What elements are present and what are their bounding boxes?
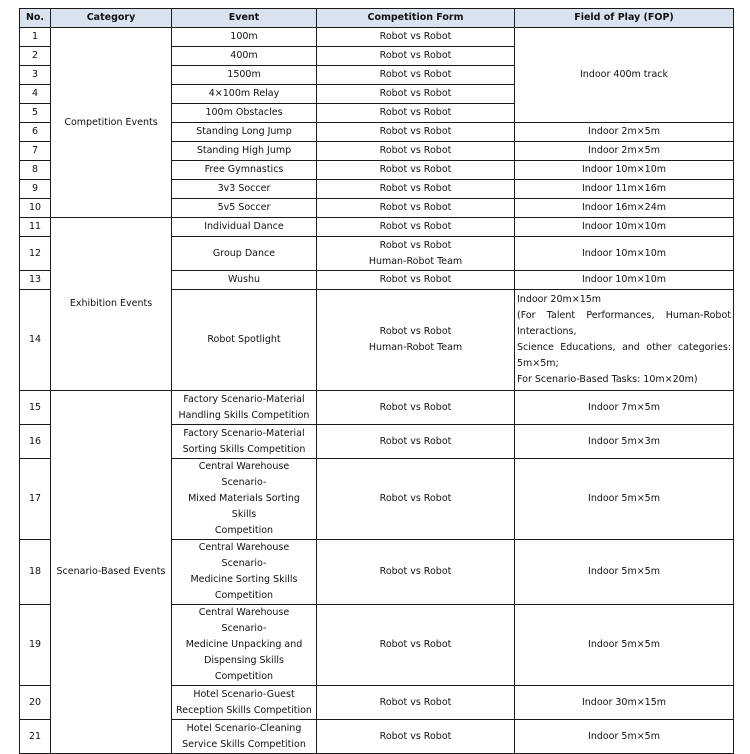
competition-form-cell: [317, 161, 515, 180]
cell-line: Indoor 5m×5m: [588, 639, 660, 650]
row-number: 15: [20, 391, 51, 425]
competition-form-cell: [317, 391, 515, 425]
cell-line: Robot vs Robot: [379, 88, 452, 99]
cell-line: Robot vs Robot: [379, 493, 452, 504]
cell-line: Mixed Materials Sorting Skills: [188, 493, 300, 520]
event-cell: [172, 199, 317, 218]
event-cell: [172, 47, 317, 66]
competition-form-cell: [317, 271, 515, 290]
table-row: [20, 28, 734, 47]
row-number: 13: [20, 271, 51, 290]
cell-line: Wushu: [227, 274, 261, 285]
cell-line: Handling Skills Competition: [178, 409, 310, 421]
competition-form-cell: [317, 218, 515, 237]
cell-line: Service Skills Competition: [182, 738, 306, 750]
row-number: 5: [20, 104, 51, 123]
event-cell: [172, 161, 317, 180]
event-cell: [172, 290, 317, 391]
cell-line: Robot vs Robot: [379, 274, 452, 285]
event-cell: [172, 605, 317, 686]
cell-line: Robot vs Robot: [379, 107, 452, 118]
table-row: [20, 391, 734, 425]
field-of-play-cell: [515, 605, 734, 686]
competition-form-cell: [317, 605, 515, 686]
cell-line: Competition: [214, 590, 274, 601]
cell-line: Central Warehouse Scenario-: [198, 542, 290, 569]
event-cell: [172, 142, 317, 161]
row-number: 2: [20, 47, 51, 66]
cell-line: Indoor 5m×5m: [588, 566, 660, 577]
competition-form-cell: [317, 199, 515, 218]
cell-line: Robot vs Robot: [379, 326, 452, 337]
event-cell: [172, 720, 317, 754]
cell-line: Robot vs Robot: [379, 69, 452, 80]
cell-line: Medicine Unpacking and: [185, 639, 303, 650]
row-number: 9: [20, 180, 51, 199]
cell-line: Standing Long Jump: [196, 126, 292, 137]
competition-form-cell: [317, 123, 515, 142]
category-cell: Exhibition Events: [51, 218, 172, 391]
cell-line: Indoor 5m×5m: [588, 493, 660, 504]
cell-line: Central Warehouse Scenario-: [198, 607, 290, 634]
competition-form-cell: [317, 237, 515, 271]
field-of-play-cell: [515, 199, 734, 218]
table-row: [20, 218, 734, 237]
field-of-play-cell: [515, 686, 734, 720]
cell-line: Robot vs Robot: [379, 239, 452, 251]
cell-line: Sorting Skills Competition: [182, 443, 306, 455]
cell-line: Robot vs Robot: [379, 221, 452, 232]
field-of-play-cell: [515, 123, 734, 142]
row-number: 18: [20, 540, 51, 605]
cell-line: Robot vs Robot: [379, 435, 452, 447]
row-number: 8: [20, 161, 51, 180]
event-cell: [172, 237, 317, 271]
cell-line: Indoor 16m×24m: [581, 202, 667, 213]
row-number: 16: [20, 425, 51, 459]
competition-form-cell: [317, 720, 515, 754]
cell-line: Robot vs Robot: [379, 566, 452, 577]
cell-line: 400m: [230, 50, 258, 61]
field-of-play-cell: [515, 720, 734, 754]
field-of-play-cell: [515, 391, 734, 425]
cell-line: Individual Dance: [204, 221, 284, 232]
cell-line: Robot vs Robot: [379, 50, 452, 61]
cell-line: Factory Scenario-Material: [183, 393, 305, 405]
competition-form-cell: [317, 459, 515, 540]
cell-line: Free Gymnastics: [204, 164, 284, 175]
row-number: 19: [20, 605, 51, 686]
row-number: 20: [20, 686, 51, 720]
table-body: [20, 28, 734, 754]
category-cell: Scenario-Based Events: [51, 391, 172, 754]
field-of-play-cell: [515, 28, 734, 123]
event-cell: [172, 28, 317, 47]
event-cell: [172, 271, 317, 290]
event-cell: [172, 85, 317, 104]
cell-line: 5v5 Soccer: [217, 202, 271, 213]
header-field-of-play: Field of Play (FOP): [515, 9, 734, 28]
field-of-play-cell: [515, 290, 734, 391]
row-number: 7: [20, 142, 51, 161]
cell-line: Standing High Jump: [196, 145, 292, 156]
cell-line: Indoor 10m×10m: [581, 164, 667, 175]
category-cell: Competition Events: [51, 28, 172, 218]
header-event: Event: [172, 9, 317, 28]
header-row: [20, 9, 734, 28]
cell-line: Robot vs Robot: [379, 696, 452, 708]
cell-line: Indoor 7m×5m: [588, 401, 660, 413]
events-table: [19, 8, 734, 754]
cell-line: Robot vs Robot: [379, 145, 452, 156]
row-number: 17: [20, 459, 51, 540]
competition-form-cell: [317, 28, 515, 47]
header-no: No.: [20, 9, 51, 28]
cell-line: Indoor 30m×15m: [581, 696, 667, 708]
cell-line: Reception Skills Competition: [176, 704, 312, 716]
competition-form-cell: [317, 47, 515, 66]
cell-line: Indoor 10m×10m: [581, 221, 667, 232]
cell-line: 100m: [230, 31, 258, 42]
cell-line: Factory Scenario-Material: [183, 427, 305, 439]
row-number: 1: [20, 28, 51, 47]
cell-line: Indoor 10m×10m: [581, 247, 667, 259]
cell-line: Human-Robot Team: [368, 342, 463, 353]
cell-line: Hotel Scenario-Cleaning: [186, 722, 302, 734]
header-competition-form: Competition Form: [317, 9, 515, 28]
row-number: 21: [20, 720, 51, 754]
cell-line: Robot vs Robot: [379, 401, 452, 413]
row-number: 3: [20, 66, 51, 85]
cell-line: Human-Robot Team: [368, 255, 463, 267]
cell-line: Indoor 2m×5m: [588, 145, 660, 156]
cell-line: For Scenario-Based Tasks: 10m×20m): [517, 374, 698, 385]
event-cell: [172, 104, 317, 123]
competition-form-cell: [317, 142, 515, 161]
event-cell: [172, 180, 317, 199]
cell-line: Hotel Scenario-Guest: [193, 688, 295, 700]
field-of-play-cell: [515, 459, 734, 540]
event-cell: [172, 686, 317, 720]
field-of-play-cell: [515, 237, 734, 271]
field-of-play-cell: [515, 425, 734, 459]
cell-line: Robot vs Robot: [379, 183, 452, 194]
competition-form-cell: [317, 290, 515, 391]
cell-line: Robot vs Robot: [379, 164, 452, 175]
competition-form-cell: [317, 686, 515, 720]
cell-line: Central Warehouse Scenario-: [198, 461, 290, 488]
cell-line: Dispensing Skills Competition: [204, 655, 284, 682]
cell-line: Robot vs Robot: [379, 126, 452, 137]
cell-line: 3v3 Soccer: [217, 183, 271, 194]
field-of-play-cell: [515, 180, 734, 199]
row-number: 11: [20, 218, 51, 237]
event-cell: [172, 391, 317, 425]
event-cell: [172, 540, 317, 605]
competition-form-cell: [317, 540, 515, 605]
cell-line: 4×100m Relay: [208, 88, 280, 99]
competition-form-cell: [317, 425, 515, 459]
event-cell: [172, 459, 317, 540]
cell-line: Indoor 11m×16m: [581, 183, 667, 194]
field-of-play-cell: [515, 540, 734, 605]
row-number: 12: [20, 237, 51, 271]
cell-line: Indoor 5m×3m: [588, 435, 660, 447]
field-of-play-cell: [515, 142, 734, 161]
competition-form-cell: [317, 66, 515, 85]
competition-form-cell: [317, 180, 515, 199]
cell-line: Indoor 5m×5m: [588, 730, 660, 742]
cell-line: (For Talent Performances, Human-Robot Interactions,: [517, 310, 731, 337]
row-number: 6: [20, 123, 51, 142]
header-category: Category: [51, 9, 172, 28]
event-cell: [172, 218, 317, 237]
cell-line: Robot vs Robot: [379, 202, 452, 213]
cell-line: 100m Obstacles: [205, 107, 283, 118]
cell-line: Indoor 2m×5m: [588, 126, 660, 137]
cell-line: Robot Spotlight: [207, 334, 281, 345]
competition-form-cell: [317, 85, 515, 104]
row-number: 14: [20, 290, 51, 391]
field-of-play-cell: [515, 271, 734, 290]
field-of-play-cell: [515, 161, 734, 180]
event-cell: [172, 66, 317, 85]
cell-line: Science Educations, and other categories: 5m×5m;: [517, 342, 731, 369]
row-number: 4: [20, 85, 51, 104]
cell-line: Medicine Sorting Skills: [190, 574, 298, 585]
cell-line: 1500m: [227, 69, 261, 80]
competition-form-cell: [317, 104, 515, 123]
field-of-play-cell: [515, 218, 734, 237]
cell-line: Indoor 20m×15m: [517, 294, 602, 305]
cell-line: Indoor 400m track: [580, 69, 668, 80]
cell-line: Robot vs Robot: [379, 31, 452, 42]
cell-line: Group Dance: [212, 247, 276, 259]
event-cell: [172, 123, 317, 142]
cell-line: Competition: [214, 525, 274, 536]
event-cell: [172, 425, 317, 459]
row-number: 10: [20, 199, 51, 218]
cell-line: Robot vs Robot: [379, 730, 452, 742]
cell-line: Indoor 10m×10m: [581, 274, 667, 285]
cell-line: Robot vs Robot: [379, 639, 452, 650]
